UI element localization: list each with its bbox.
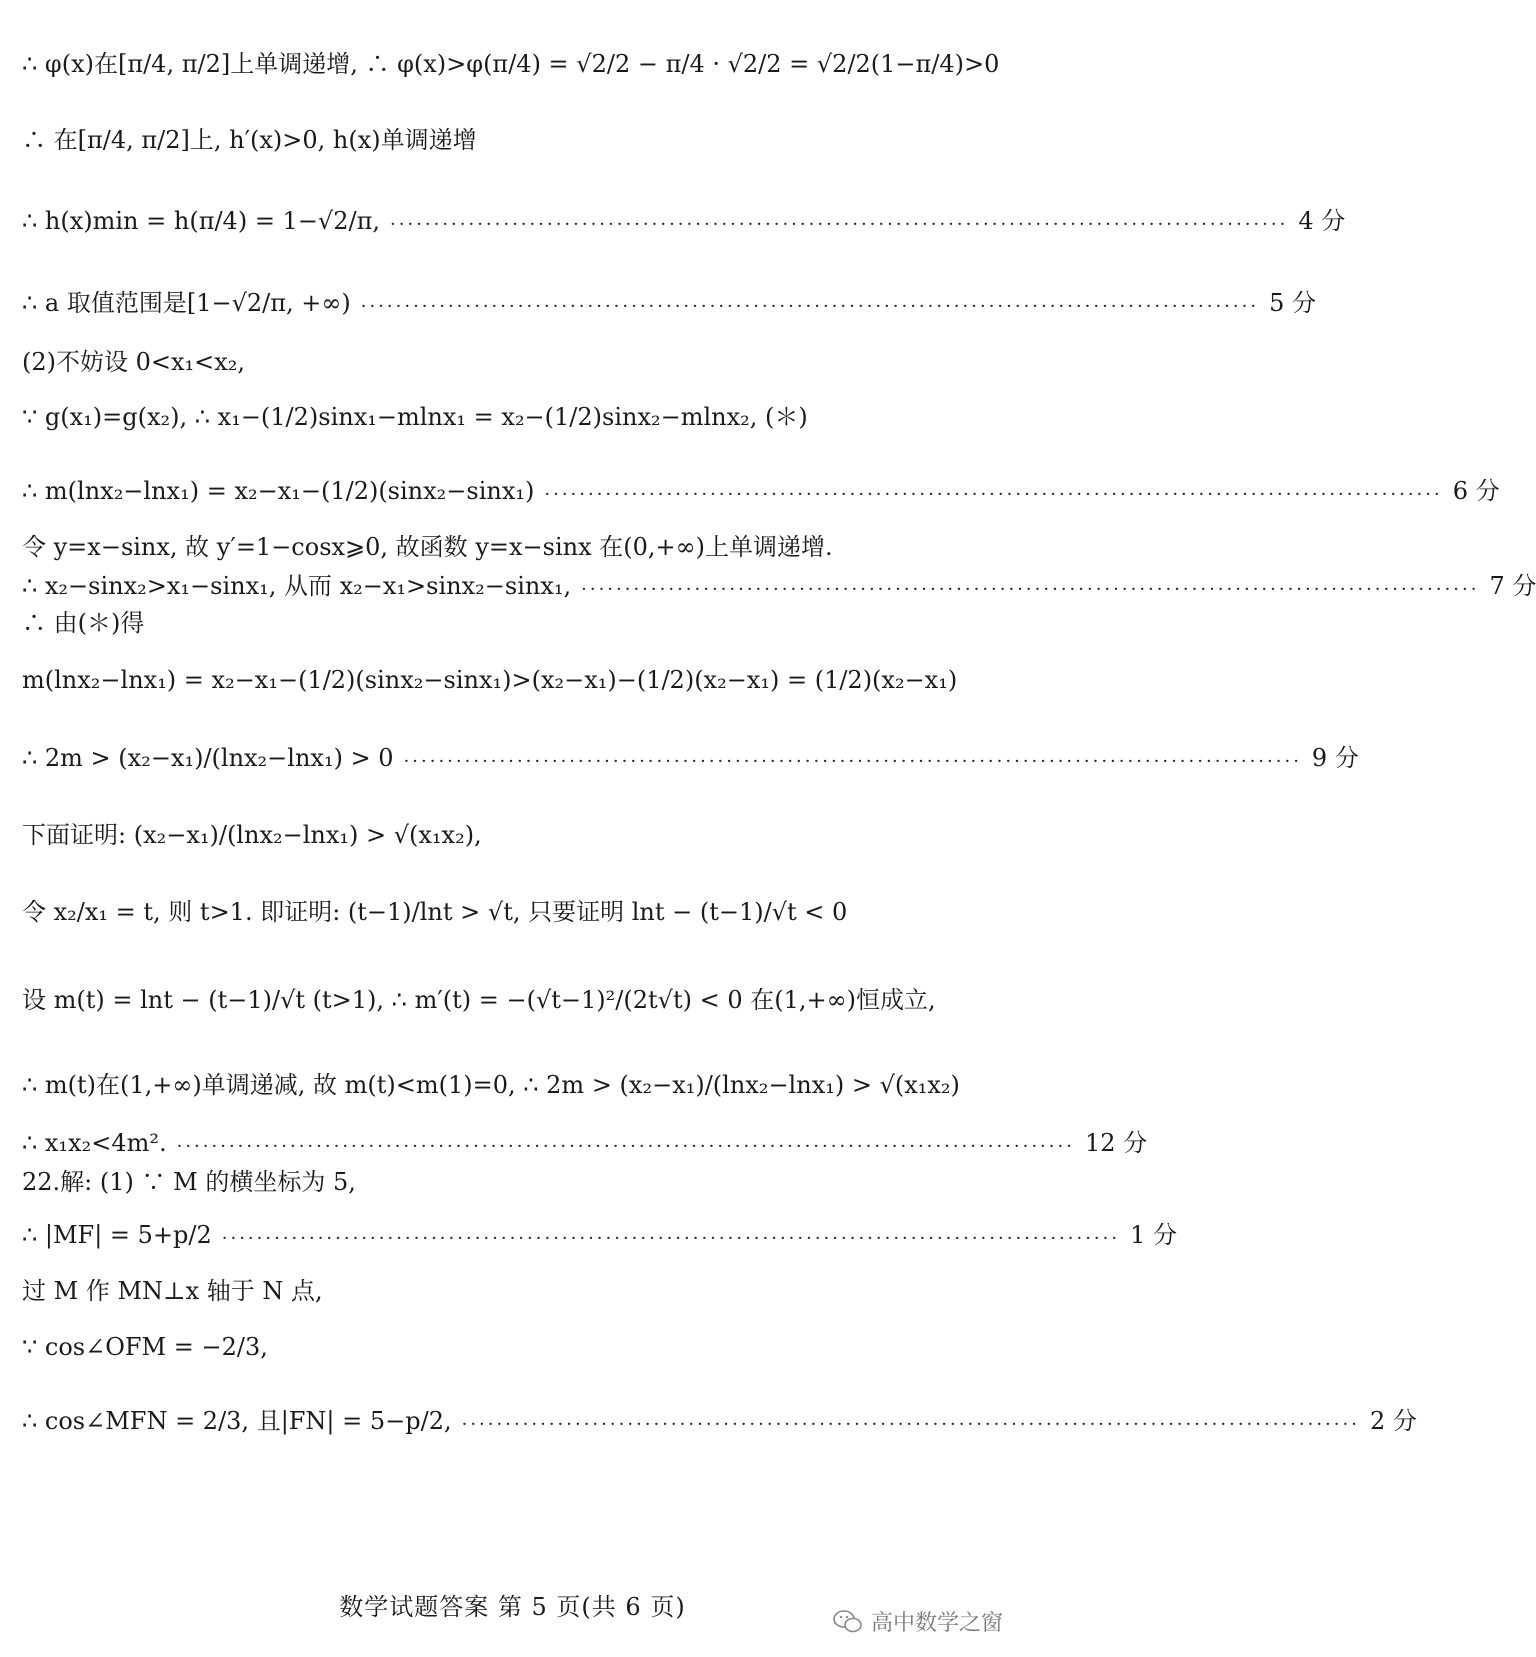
math-line bbox=[22, 535, 1005, 559]
line-text: ∴ a 取值范围是[1−√2/π, +∞) bbox=[22, 289, 351, 317]
score-label: 2 分 bbox=[1369, 1407, 1417, 1435]
line-text: (2)不妨设 0<x₁<x₂, bbox=[22, 348, 246, 376]
math-line bbox=[22, 744, 1359, 772]
math-line bbox=[22, 405, 1005, 429]
line-text: ∴ cos∠MFN = 2/3, 且|FN| = 5−p/2, bbox=[22, 1407, 452, 1435]
wechat-icon bbox=[833, 1609, 863, 1635]
line-text: ∵ g(x₁)=g(x₂), ∴ x₁−(1/2)sinx₁−mlnx₁ = x₂−(1/2)sinx₂−mlnx₂, (＊) bbox=[22, 403, 808, 431]
line-text: ∴ 2m > (x₂−x₁)/(lnx₂−lnx₁) > 0 bbox=[22, 744, 394, 772]
math-line bbox=[22, 52, 1005, 76]
line-text: ∴ x₂−sinx₂>x₁−sinx₁, 从而 x₂−x₁>sinx₂−sinx₁, bbox=[22, 572, 572, 600]
line-text: ∴ m(t)在(1,+∞)单调递减, 故 m(t)<m(1)=0, ∴ 2m > (x₂−x₁)/(lnx₂−lnx₁) > √(x₁x₂) bbox=[22, 1071, 960, 1099]
watermark bbox=[833, 1606, 1003, 1637]
line-text: 22.解: (1) ∵ M 的横坐标为 5, bbox=[22, 1168, 356, 1196]
line-text: ∴ m(lnx₂−lnx₁) = x₂−x₁−(1/2)(sinx₂−sinx₁) bbox=[22, 477, 535, 505]
line-text: 令 x₂/x₁ = t, 则 t>1. 即证明: (t−1)/lnt > √t, 只要证明 lnt − (t−1)/√t < 0 bbox=[22, 898, 848, 926]
math-line bbox=[22, 207, 1346, 235]
math-line bbox=[22, 1335, 1005, 1359]
score-label: 9 分 bbox=[1311, 744, 1359, 772]
line-text: ∴ 在[π/4, π/2]上, h′(x)>0, h(x)单调递增 bbox=[22, 126, 477, 154]
math-line bbox=[22, 1279, 1005, 1303]
math-line bbox=[22, 900, 1005, 924]
math-line bbox=[22, 289, 1316, 317]
line-text: ∴ h(x)min = h(π/4) = 1−√2/π, bbox=[22, 207, 380, 235]
score-label: 5 分 bbox=[1269, 289, 1316, 317]
math-line bbox=[22, 1407, 1417, 1435]
score-label: 12 分 bbox=[1084, 1129, 1148, 1157]
math-line bbox=[22, 477, 1500, 505]
dot-leader: ······································································································· bbox=[176, 1136, 1075, 1157]
watermark-text: 高中数学之窗 bbox=[870, 1611, 1003, 1636]
math-line bbox=[22, 350, 1005, 374]
dot-leader: ······································································································· bbox=[221, 1228, 1121, 1249]
dot-leader: ······································································································· bbox=[403, 751, 1302, 772]
line-text: ∴ x₁x₂<4m². bbox=[22, 1129, 167, 1157]
score-label: 1 分 bbox=[1130, 1221, 1178, 1249]
page-footer: 数学试题答案 第 5 页(共 6 页) bbox=[339, 1593, 686, 1621]
dot-leader: ······································································································· bbox=[360, 296, 1260, 317]
score-label: 4 分 bbox=[1298, 207, 1346, 235]
math-line bbox=[22, 823, 1005, 847]
score-label: 7 分 bbox=[1489, 572, 1536, 600]
line-text: m(lnx₂−lnx₁) = x₂−x₁−(1/2)(sinx₂−sinx₁)>(x₂−x₁)−(1/2)(x₂−x₁) = (1/2)(x₂−x₁) bbox=[22, 666, 958, 694]
score-label: 6 分 bbox=[1452, 477, 1500, 505]
math-line bbox=[22, 1170, 1005, 1194]
line-text: 设 m(t) = lnt − (t−1)/√t (t>1), ∴ m′(t) = −(√t−1)²/(2t√t) < 0 在(1,+∞)恒成立, bbox=[22, 986, 936, 1014]
dot-leader: ······································································································· bbox=[461, 1414, 1360, 1435]
math-line bbox=[22, 668, 1005, 692]
line-text: 令 y=x−sinx, 故 y′=1−cosx⩾0, 故函数 y=x−sinx 在(0,+∞)上单调递增. bbox=[22, 533, 833, 561]
dot-leader: ······································································································· bbox=[581, 579, 1480, 600]
line-text: ∵ cos∠OFM = −2/3, bbox=[22, 1333, 268, 1361]
math-line bbox=[22, 1073, 1005, 1097]
math-line bbox=[22, 128, 1005, 152]
math-line bbox=[22, 572, 1536, 600]
line-text: ∴ |MF| = 5+p/2 bbox=[22, 1221, 212, 1249]
line-text: 过 M 作 MN⊥x 轴于 N 点, bbox=[22, 1277, 323, 1305]
math-line bbox=[22, 988, 1005, 1012]
math-line bbox=[22, 1221, 1178, 1249]
line-text: ∴ φ(x)在[π/4, π/2]上单调递增, ∴ φ(x)>φ(π/4) = √2/2 − π/4 · √2/2 = √2/2(1−π/4)>0 bbox=[22, 50, 1000, 78]
math-line bbox=[22, 611, 1005, 635]
line-text: 下面证明: (x₂−x₁)/(lnx₂−lnx₁) > √(x₁x₂), bbox=[22, 821, 482, 849]
dot-leader: ······································································································· bbox=[389, 214, 1289, 235]
line-text: ∴ 由(＊)得 bbox=[22, 609, 145, 637]
math-line bbox=[22, 1129, 1148, 1157]
dot-leader: ······································································································· bbox=[544, 484, 1443, 505]
